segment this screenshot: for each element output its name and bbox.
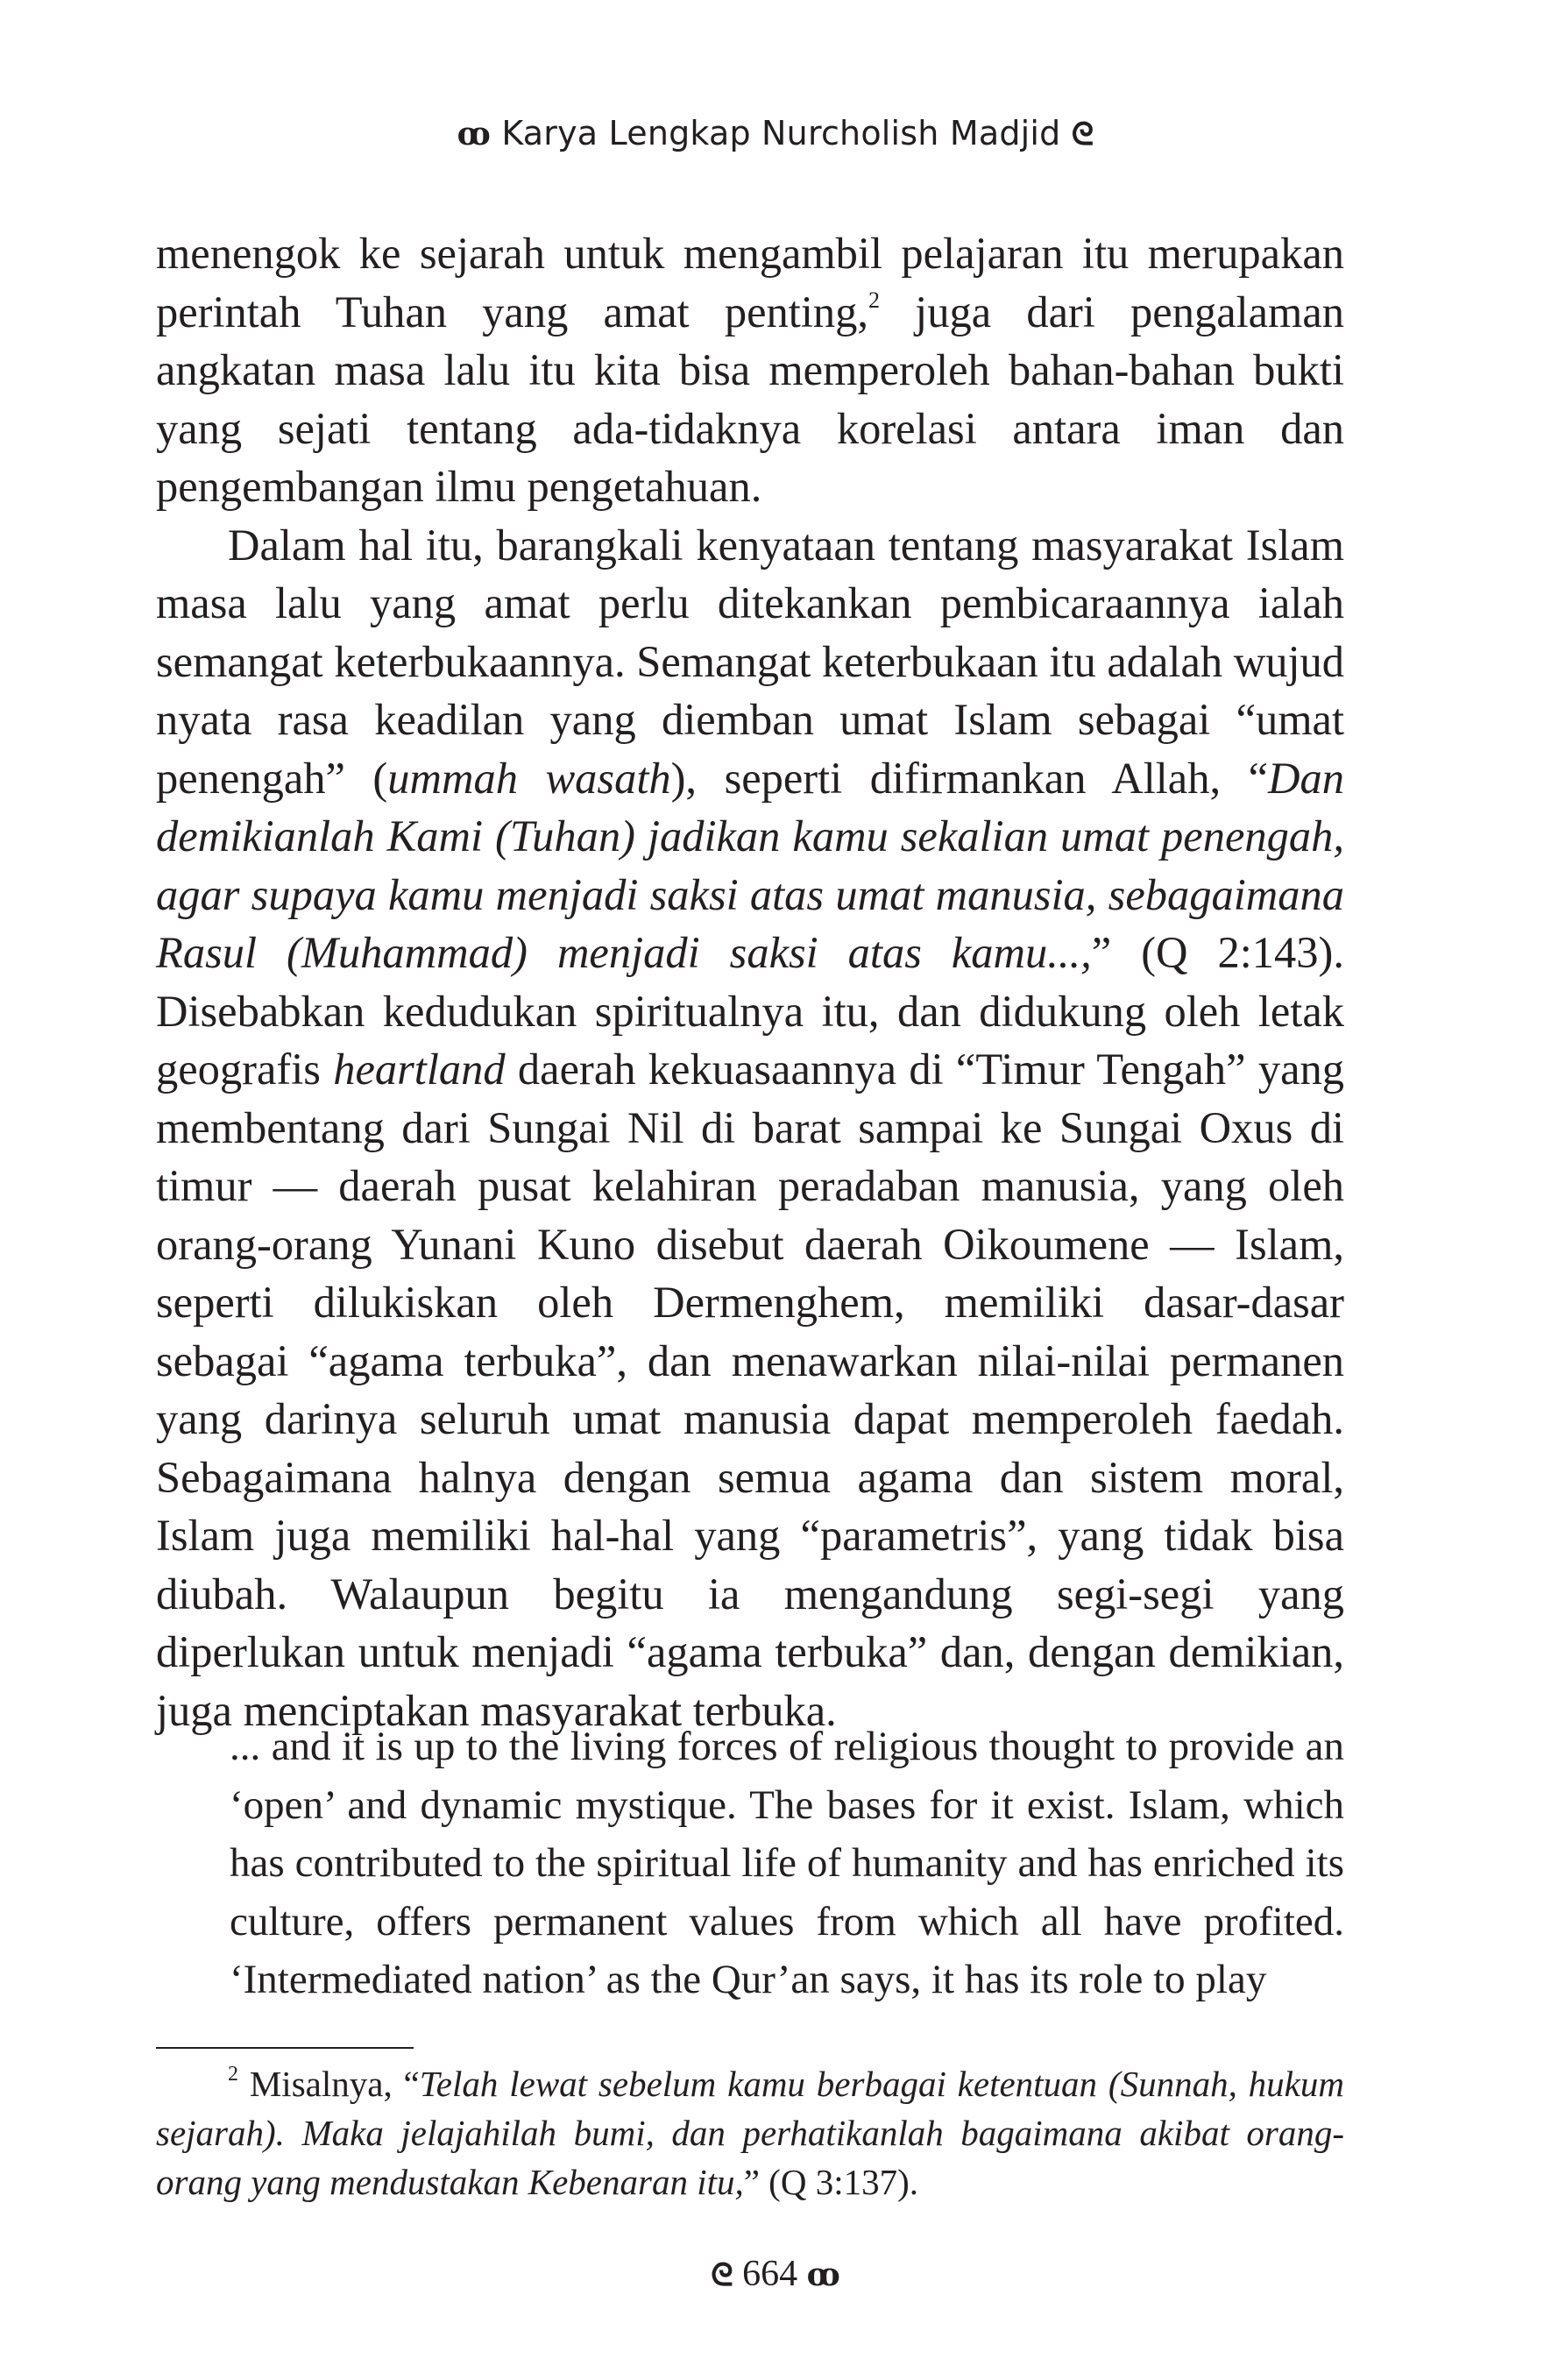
- term-heartland: heartland: [333, 1045, 506, 1094]
- page-number: 664: [742, 2254, 798, 2294]
- ornament-right-icon: ᘓ: [1071, 116, 1094, 152]
- running-head-title: Karya Lengkap Nurcholish Madjid: [501, 114, 1061, 152]
- block-quotation: ... and it is up to the living forces of religious thought to provide an ‘open’ and dynamic mystique. The bases for it exist. Islam, which has contributed to the spiritual life of humanity and has enriched its culture, offers permanent values from which all have profited. ‘Intermediated nation’ as the Qur’an says, it has its role to play: [230, 1724, 1344, 2002]
- footnote-reference[interactable]: 2: [868, 287, 880, 313]
- paragraph-2: [156, 516, 1344, 1740]
- folio-ornament-right-icon: ꝏ: [806, 2256, 840, 2293]
- paragraph-1-text-a: menengok ke sejarah untuk mengambil pelajaran itu merupakan perintah Tuhan yang amat penting,: [156, 229, 1344, 336]
- footnote-divider: [156, 2047, 414, 2049]
- paragraph-2-text-c: ” (Q 2:143). Disebabkan kedudukan spiritualnya itu, dan didukung oleh letak geografis: [156, 928, 1344, 1094]
- paragraph-2-text-b: ), seperti difirmankan Allah, “: [670, 753, 1269, 803]
- body-text: [156, 224, 1344, 1739]
- footnote-text-a: Misalnya, “: [238, 2064, 420, 2104]
- footnote-2: [156, 2059, 1344, 2206]
- ornament-left-icon: ꝏ: [457, 116, 492, 152]
- page-folio: [0, 2252, 1551, 2297]
- paragraph-2-text-a: Dalam hal itu, barangkali kenyataan tentang masyarakat Islam masa lalu yang amat perlu ditekankan pembicaraannya ialah semangat keterbukaannya. Semangat keterbukaan itu adalah wujud nyata rasa keadilan yang diemban umat Islam sebagai “umat penengah” (: [156, 520, 1344, 803]
- footnote-number: 2: [228, 2063, 238, 2086]
- folio-ornament-left-icon: ᘓ: [711, 2256, 733, 2293]
- paragraph-1: [156, 224, 1344, 516]
- term-ummah-wasath: ummah wasath: [387, 753, 671, 803]
- paragraph-1-text-b: juga dari pengalaman angkatan masa lalu itu kita bisa memperoleh bahan-bahan bukti yang sejati tentang ada-tidaknya korelasi antara iman dan pengembangan ilmu pengetahuan.: [156, 287, 1344, 511]
- quran-quote-2-143: Dan demikianlah Kami (Tuhan) jadikan kamu sekalian umat penengah, agar supaya kamu menjadi saksi atas umat manusia, sebagaimana Rasul (Muhammad) menjadi saksi atas kamu...,: [156, 753, 1345, 977]
- paragraph-2-text-d: daerah kekuasaannya di “Timur Tengah” yang membentang dari Sungai Nil di barat sampai ke Sungai Oxus di timur — daerah pusat kelahiran peradaban manusia, yang oleh orang-orang Yunani Kuno disebut daerah Oikoumene — Islam, seperti dilukiskan oleh Dermenghem, memiliki dasar-dasar sebagai “agama terbuka”, dan menawarkan nilai-nilai permanen yang darinya seluruh umat manusia dapat memperoleh faedah. Sebagaimana halnya dengan semua agama dan sistem moral, Islam juga memiliki hal-hal yang “parametris”, yang tidak bisa diubah. Walaupun begitu ia mengandung segi-segi yang diperlukan untuk menjadi “agama terbuka” dan, dengan demikian, juga menciptakan masyarakat terbuka.: [156, 1045, 1344, 1735]
- footnote-text-b: ” (Q 3:137).: [743, 2162, 918, 2202]
- running-head: [0, 112, 1551, 155]
- footnote-quote: Telah lewat sebelum kamu berbagai ketentuan (Sunnah, hukum sejarah). Maka jelajahilah bumi, dan perhatikanlah bagaimana akibat orang-orang yang mendustakan Kebenaran itu,: [156, 2064, 1344, 2202]
